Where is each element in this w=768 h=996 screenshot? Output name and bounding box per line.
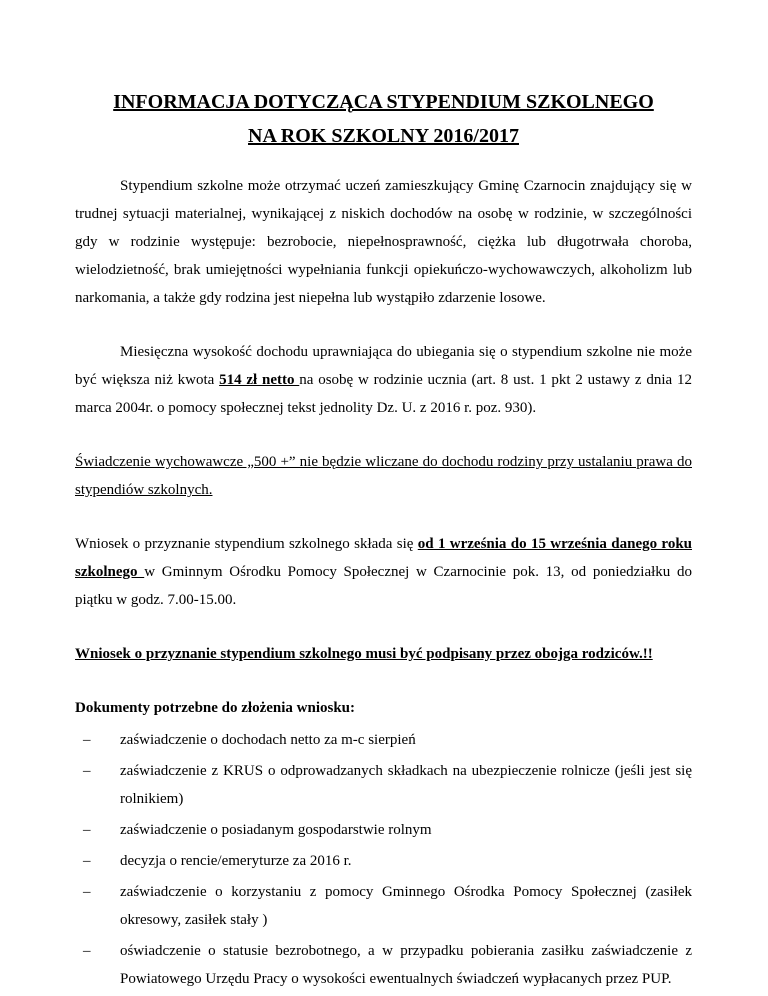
- list-item: [75, 878, 692, 934]
- documents-heading: Dokumenty potrzebne do złożenia wniosku:: [75, 700, 356, 716]
- income-limit-text-after: na osobę w rodzinie ucznia (art. 8 ust. 1 pkt 2 ustawy z dnia 12 marca 2004r. o pomocy społecznej tekst jednolity Dz. U. z 2016 r. poz. 930).: [75, 372, 692, 416]
- benefit-500-notice: Świadczenie wychowawcze „500 +” nie będzie wliczane do dochodu rodziny przy ustalaniu prawa do stypendiów szkolnych.: [75, 454, 692, 498]
- income-limit-text-before: Miesięczna wysokość dochodu uprawniająca do ubiegania się o stypendium szkolne nie może być większa niż kwota: [75, 344, 692, 388]
- dash-bullet-icon: –: [83, 822, 91, 838]
- dash-bullet-icon: –: [83, 884, 91, 900]
- application-period-paragraph: [75, 530, 692, 614]
- list-item: [75, 937, 692, 993]
- documents-list: [75, 726, 692, 993]
- list-item: [75, 847, 692, 875]
- list-item: [75, 757, 692, 813]
- list-item: [75, 816, 692, 844]
- document-item-text: zaświadczenie o dochodach netto za m-c sierpień: [120, 732, 416, 748]
- signature-requirement-notice: Wniosek o przyznanie stypendium szkolnego musi być podpisany przez obojga rodziców.!!: [75, 646, 653, 662]
- document-item-text: zaświadczenie z KRUS o odprowadzanych składkach na ubezpieczenie rolnicze (jeśli jest się rolnikiem): [120, 763, 692, 807]
- dash-bullet-icon: –: [83, 732, 91, 748]
- income-limit-paragraph: [75, 338, 692, 422]
- application-text-after: w Gminnym Ośrodku Pomocy Społecznej w Czarnocinie pok. 13, od poniedziałku do piątku w godz. 7.00-15.00.: [75, 564, 692, 608]
- document-item-text: zaświadczenie o posiadanym gospodarstwie rolnym: [120, 822, 432, 838]
- document-item-text: decyzja o rencie/emeryturze za 2016 r.: [120, 853, 352, 869]
- list-item: [75, 726, 692, 754]
- application-text-before: Wniosek o przyznanie stypendium szkolnego składa się: [75, 536, 418, 552]
- document-page: [75, 86, 692, 996]
- document-item-text: oświadczenie o statusie bezrobotnego, a w przypadku pobierania zasiłku zaświadczenie z Powiatowego Urzędu Pracy o wysokości ewentualnych świadczeń wypłacanych przez PUP.: [120, 943, 692, 987]
- income-limit-amount: 514 zł netto: [219, 372, 300, 388]
- document-item-text: zaświadczenie o korzystaniu z pomocy Gminnego Ośrodka Pomocy Społecznej (zasiłek okresowy, zasiłek stały ): [120, 884, 692, 928]
- document-title-line1: INFORMACJA DOTYCZĄCA STYPENDIUM SZKOLNEGO: [113, 91, 654, 113]
- document-title-line2: NA ROK SZKOLNY 2016/2017: [248, 125, 519, 147]
- eligibility-paragraph: Stypendium szkolne może otrzymać uczeń zamieszkujący Gminę Czarnocin znajdujący się w trudnej sytuacji materialnej, wynikającej z niskich dochodów na osobę w rodzinie, w szczególności gdy w rodzinie występuje: bezrobocie, niepełnosprawność, ciężka lub długotrwała choroba, wielodzietność, brak umiejętności wypełniania funkcji opiekuńczo-wychowawczych, alkoholizm lub narkomania, a także gdy rodzina jest niepełna lub wystąpiło zdarzenie losowe.: [75, 178, 692, 306]
- dash-bullet-icon: –: [83, 943, 91, 959]
- dash-bullet-icon: –: [83, 763, 91, 779]
- dash-bullet-icon: –: [83, 853, 91, 869]
- application-dates: od 1 września do 15 września danego roku szkolnego: [75, 536, 693, 580]
